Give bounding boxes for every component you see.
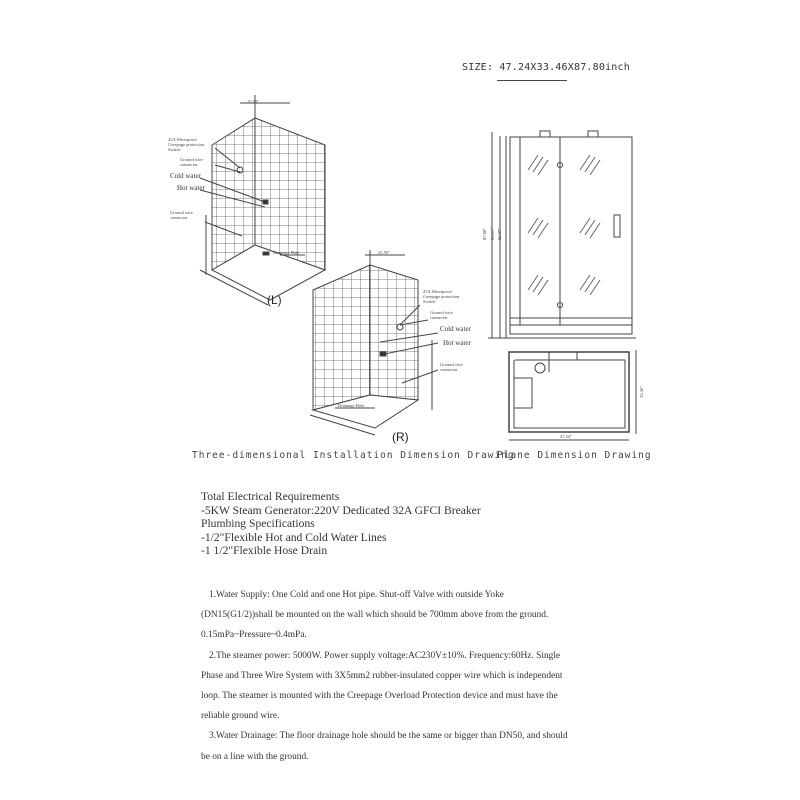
left-callout-hot-water: Hot water [177, 184, 205, 192]
left-top-dimension: 25.59" [247, 99, 259, 104]
right-callout-cold-water: Cold water [440, 325, 471, 333]
note-line: Phase and Three Wire System with 3X5mm2 rubber-insulated copper wire which is independent [201, 670, 563, 681]
depth-dim: 33.46" [639, 386, 644, 398]
spec-line: Plumbing Specifications [201, 517, 315, 530]
spec-line: -5KW Steam Generator:220V Dedicated 32A GFCI Breaker [201, 503, 481, 517]
note-line: reliable ground wire. [201, 711, 280, 722]
width-dim: 47.24" [560, 434, 572, 439]
left-callout-drain: Drainage Hole [273, 250, 300, 255]
left-callout-cold-water: Cold water [170, 172, 201, 180]
size-underline [497, 80, 567, 81]
right-callout-ground-1: Ground wire connector [430, 310, 453, 320]
right-callout-ground-2: Ground wire connector [440, 362, 463, 372]
right-callout-drain: Drainage Hole [338, 403, 365, 408]
note-line: (DN15(G1/2))shall be mounted on the wall which should be 700mm above from the ground. [201, 610, 549, 621]
right-callout-switch: 25A Waterproof Creepage protection Switch [423, 289, 460, 304]
left-callout-ground-1: Ground wire connector [180, 157, 203, 167]
right-callout-hot-water: Hot water [443, 339, 471, 347]
left-callout-switch: 25A Waterproof Creepage protection Switch [168, 137, 205, 152]
note-line: 3.Water Drainage: The floor drainage hole should be the same or bigger than DN50, and should [209, 731, 568, 742]
note-line: loop. The steamer is mounted with the Creepage Overload Protection device and must have the [201, 691, 558, 702]
notes-block [201, 585, 641, 767]
specs-block [201, 490, 481, 558]
note-line: 2.The steamer power: 5000W. Power supply voltage:AC230V±10%. Frequency:60Hz. Single [209, 650, 561, 661]
spec-line: -1/2"Flexible Hot and Cold Water Lines [201, 530, 387, 544]
plane-top-view [509, 350, 636, 440]
left-3d-view [200, 95, 325, 305]
left-view-label: (L) [267, 293, 282, 307]
height-dim-1: 87.80" [482, 228, 487, 240]
plane-elevation [488, 131, 636, 338]
spec-line: Total Electrical Requirements [201, 490, 340, 503]
right-top-dimension: 25.59" [378, 250, 390, 255]
left-callout-ground-2: Ground wire connector [170, 210, 193, 220]
size-label: SIZE: 47.24X33.46X87.80inch [462, 62, 630, 73]
note-line: 0.15mPa~Pressure~0.4mPa. [201, 630, 307, 641]
note-line: be on a line with the ground. [201, 751, 309, 762]
right-view-label: (R) [392, 430, 409, 444]
right-3d-view [310, 250, 438, 435]
note-line: 1.Water Supply: One Cold and one Hot pipe. Shut-off Valve with outside Yoke [209, 590, 504, 600]
spec-line: -1 1/2"Flexible Hose Drain [201, 544, 328, 557]
height-dim-2: 86.61" [490, 228, 495, 240]
height-dim-3: 83.07" [497, 228, 502, 240]
three-d-caption: Three-dimensional Installation Dimension Drawing [192, 450, 515, 461]
plane-caption: Plane Dimension Drawing [497, 450, 652, 461]
